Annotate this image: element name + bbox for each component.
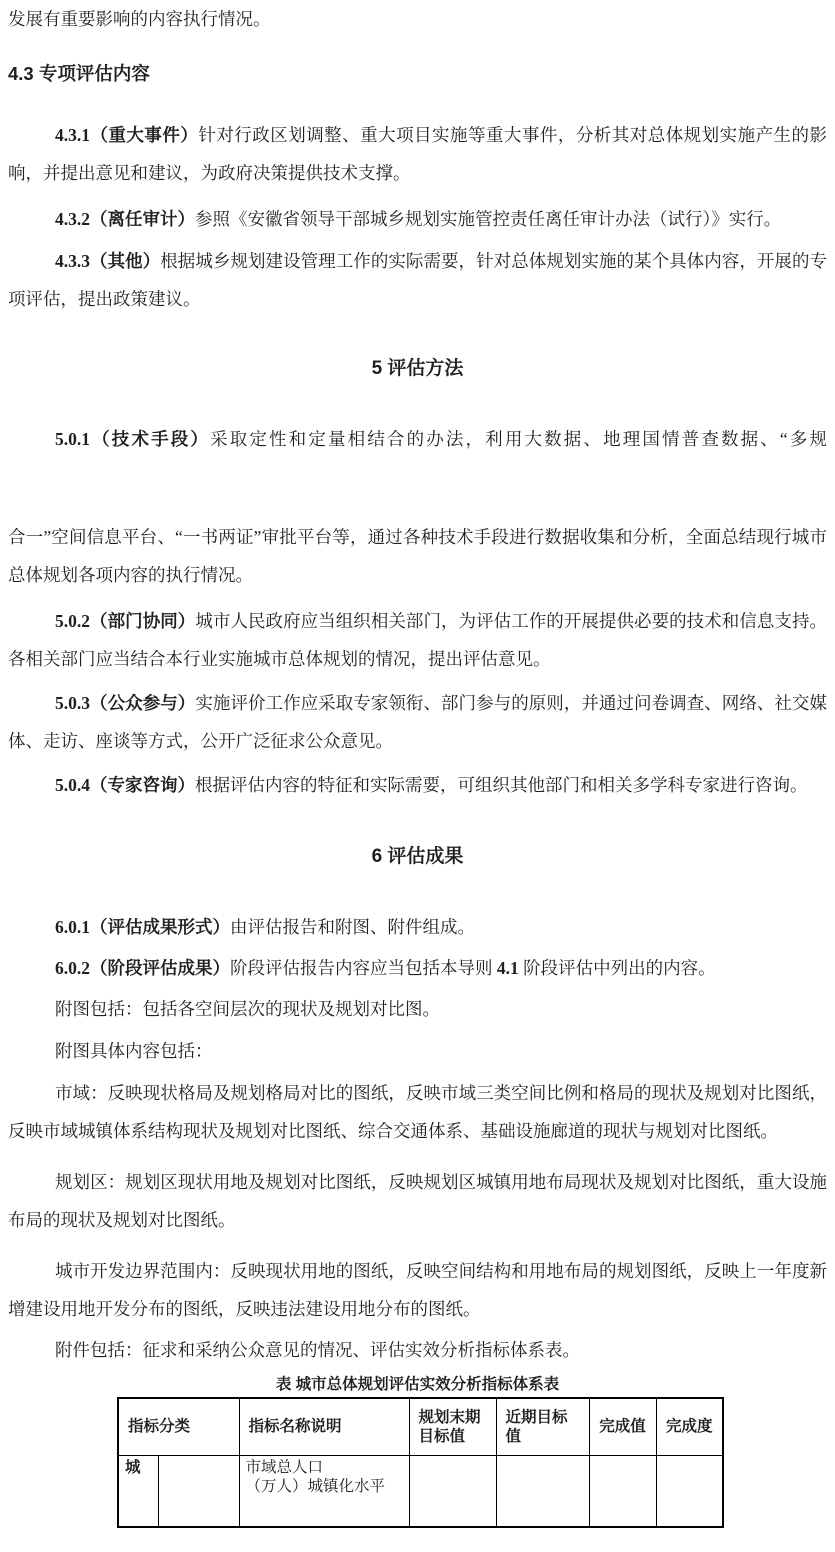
para-4-3-1-lead: 4.3.1（重大事件） <box>55 125 199 145</box>
col-header-indicator-name: 指标名称说明 <box>239 1398 409 1455</box>
para-5-0-1-lead: 5.0.1（技术手段） <box>55 429 211 449</box>
col-header-indicator-category: 指标分类 <box>118 1398 239 1455</box>
para-5-0-2 <box>8 602 827 678</box>
para-6-0-2 <box>8 949 827 987</box>
para-5-0-3-lead: 5.0.3（公众参与） <box>55 693 196 713</box>
cell-end-target <box>409 1455 496 1527</box>
table-header-row <box>118 1398 723 1455</box>
table-row <box>118 1455 723 1527</box>
para-6-0-1-text: 由评估报告和附图、附件组成。 <box>230 917 475 937</box>
para-6-0-2-text1: 阶段评估报告内容应当包括本导则 <box>230 958 497 978</box>
intro-line: 发展有重要影响的内容执行情况。 <box>8 9 271 29</box>
para-5-0-4 <box>8 766 827 804</box>
para-5-0-3-text: 实施评价工作应采取专家领衔、部门参与的原则，并通过问卷调查、网络、社交媒体、走访、座谈等方式，公开广泛征求公众意见。 <box>8 693 828 751</box>
indicator-name-line2: （万人）城镇化水平 <box>245 1477 386 1495</box>
para-4-3-3 <box>8 242 827 318</box>
para-chengshi-bianjie: 城市开发边界范围内：反映现状用地的图纸，反映空间结构和用地布局的规划图纸，反映上一年度新增建设用地开发分布的图纸，反映违法建设用地分布的图纸。 <box>8 1261 827 1319</box>
para-6-0-1 <box>8 908 827 946</box>
section-heading-4-3: 4.3 专项评估内容 <box>8 63 150 84</box>
col-header-done-rate: 完成度 <box>656 1398 723 1455</box>
para-futu-detail: 附图具体内容包括： <box>55 1041 213 1061</box>
para-4-3-3-text: 根据城乡规划建设管理工作的实际需要，针对总体规划实施的某个具体内容，开展的专项评估，提出政策建议。 <box>8 251 828 309</box>
col-header-done-value: 完成值 <box>589 1398 656 1455</box>
para-4-3-3-lead: 4.3.3（其他） <box>55 251 161 271</box>
para-5-0-4-text: 根据评估内容的特征和实际需要，可组织其他部门和相关多学科专家进行咨询。 <box>195 775 808 795</box>
para-5-0-1-part2 <box>8 518 827 594</box>
section-ref-4-1: 4.1 <box>496 958 519 978</box>
para-6-0-2-lead: 6.0.2（阶段评估成果） <box>55 958 230 978</box>
cell-indicator-name <box>239 1455 409 1527</box>
para-5-0-2-text: 城市人民政府应当组织相关部门，为评估工作的开展提供必要的技术和信息支持。各相关部门应当结合本行业实施城市总体规划的情况，提出评估意见。 <box>8 611 828 669</box>
para-5-0-4-lead: 5.0.4（专家咨询） <box>55 775 195 795</box>
para-4-3-2-lead: 4.3.2（离任审计） <box>55 209 195 229</box>
para-6-0-1-lead: 6.0.1（评估成果形式） <box>55 917 230 937</box>
col-header-near-target: 近期目标值 <box>496 1398 589 1455</box>
indicator-table <box>117 1397 724 1528</box>
para-futu-include: 附图包括：包括各空间层次的现状及规划对比图。 <box>55 999 440 1019</box>
col-header-end-target: 规划末期目标值 <box>409 1398 496 1455</box>
para-fujian: 附件包括：征求和采纳公众意见的情况、评估实效分析指标体系表。 <box>55 1340 580 1360</box>
para-4-3-1-text: 针对行政区划调整、重大项目实施等重大事件，分析其对总体规划实施产生的影响，并提出意见和建议，为政府决策提供技术支撑。 <box>8 125 828 183</box>
para-shiyu: 市域：反映现状格局及规划格局对比的图纸，反映市域三类空间比例和格局的现状及规划对比图纸，反映市域城镇体系结构现状及规划对比图纸、综合交通体系、基础设施廊道的现状与规划对比图纸。 <box>8 1083 827 1141</box>
para-6-0-2-text2: 阶段评估中列出的内容。 <box>518 958 716 978</box>
para-5-0-2-lead: 5.0.2（部门协同） <box>55 611 196 631</box>
para-5-0-1-part1 <box>8 420 827 458</box>
indicator-name-line1: 市域总人口 <box>245 1458 324 1476</box>
cell-subcategory <box>158 1455 239 1527</box>
para-5-0-3 <box>8 684 827 760</box>
para-4-3-1 <box>8 116 827 192</box>
para-4-3-2-text: 参照《安徽省领导干部城乡规划实施管控责任离任审计办法（试行）》实行。 <box>195 209 782 229</box>
chapter-heading-5: 5 评估方法 <box>371 358 464 379</box>
para-5-0-1-text2: 合一”空间信息平台、“一书两证”审批平台等，通过各种技术手段进行数据收集和分析，全面总结现行城市总体规划各项内容的执行情况。 <box>8 527 827 585</box>
chapter-heading-6: 6 评估成果 <box>371 846 464 867</box>
cell-done-rate <box>656 1455 723 1527</box>
para-guihuaqu: 规划区：规划区现状用地及规划对比图纸，反映规划区城镇用地布局现状及规划对比图纸，重大设施布局的现状及规划对比图纸。 <box>8 1172 827 1230</box>
table-caption: 表 城市总体规划评估实效分析指标体系表 <box>275 1376 560 1393</box>
cell-near-target <box>496 1455 589 1527</box>
para-5-0-1-text1: 采取定性和定量相结合的办法，利用大数据、地理国情普查数据、“多规 <box>210 429 828 449</box>
para-4-3-2 <box>8 200 827 238</box>
cell-category: 城 <box>118 1455 158 1527</box>
cell-done-value <box>589 1455 656 1527</box>
